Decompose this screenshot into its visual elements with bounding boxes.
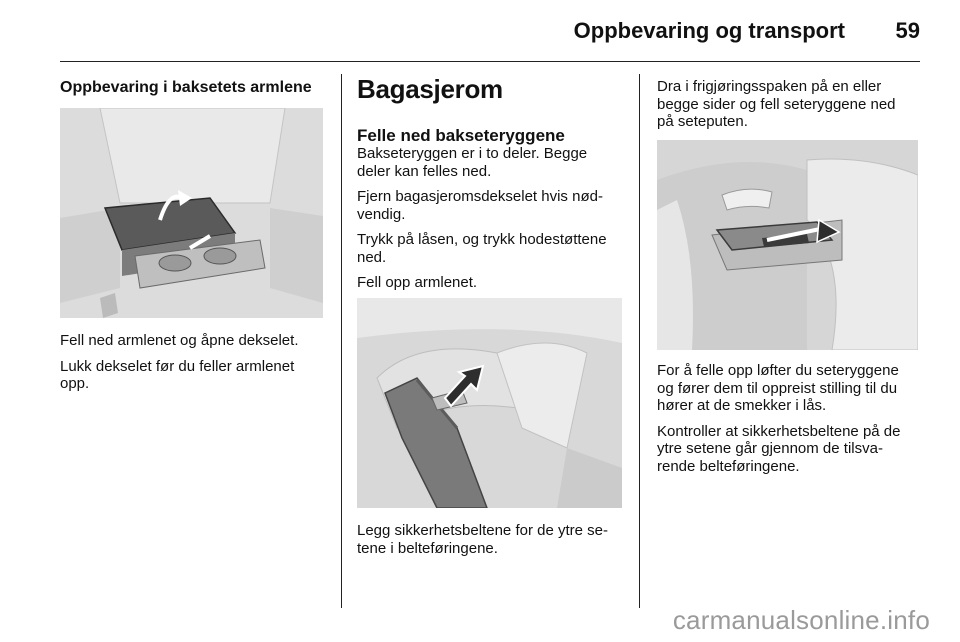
text-line: begge sider og fell seteryggene ned	[657, 95, 896, 113]
watermark: carmanualsonline.info	[672, 605, 930, 635]
paragraph	[657, 78, 927, 131]
armrest-storage-illustration	[60, 108, 323, 318]
text-line: For å felle opp løfter du seteryggene	[657, 362, 899, 379]
headrest-lock-illustration	[357, 298, 622, 508]
seat-release-lever-illustration	[657, 140, 918, 350]
paragraph	[60, 358, 330, 393]
header-rule	[60, 61, 920, 62]
section-title-armrest-storage: Oppbevaring i baksetets armlene	[60, 79, 312, 96]
column-2	[357, 74, 632, 300]
text-line: på seteputen.	[657, 113, 748, 130]
column-3-lower-text	[657, 362, 927, 483]
column-divider-2	[639, 74, 640, 608]
paragraph	[657, 423, 927, 476]
paragraph	[60, 332, 330, 350]
text-line: og fører dem til oppreist stilling til du	[657, 379, 898, 397]
paragraph	[357, 231, 632, 266]
column-2-lower-text	[357, 522, 632, 565]
text-line: Fell ned armlenet og åpne dekselet.	[60, 332, 299, 349]
text-line: Lukk dekselet før du feller armlenet	[60, 357, 295, 375]
text-line: tene i belteføringene.	[357, 539, 498, 557]
column-3	[657, 78, 927, 139]
column-divider-1	[341, 74, 342, 608]
chapter-title: Bagasjerom	[357, 74, 503, 104]
text-line: deler kan felles ned.	[357, 162, 492, 180]
paragraph	[357, 188, 632, 223]
subsection-title: Felle ned bakseteryggene	[357, 126, 565, 145]
text-line: Fjern bagasjeromsdekselet hvis nød-	[357, 188, 603, 205]
text-line: Legg sikkerhetsbeltene for de ytre se-	[357, 522, 608, 539]
text-line: ytre setene går gjennom de tilsva-	[657, 440, 883, 457]
paragraph	[657, 362, 927, 415]
text-line: Kontroller at sikkerhetsbeltene på de	[657, 422, 901, 440]
text-line: Fell opp armlenet.	[357, 274, 478, 291]
text-line: Dra i frigjøringsspaken på en eller	[657, 78, 882, 95]
text-line: Bakseteryggen er i to deler. Begge	[357, 145, 588, 162]
page-number: 59	[895, 18, 920, 43]
paragraph	[357, 274, 632, 292]
text-line: opp.	[60, 375, 90, 392]
text-line: hører at de smekker i lås.	[657, 397, 827, 414]
text-line: rende belteføringene.	[657, 457, 800, 475]
running-header-title: Oppbevaring og transport	[573, 18, 845, 43]
paragraph	[357, 145, 632, 180]
text-line: Trykk på låsen, og trykk hodestøttene	[357, 231, 607, 248]
text-line: ned.	[357, 248, 387, 266]
paragraph	[357, 522, 632, 557]
column-1-text	[60, 332, 330, 401]
text-line: vendig.	[357, 205, 406, 223]
column-1	[60, 78, 330, 98]
